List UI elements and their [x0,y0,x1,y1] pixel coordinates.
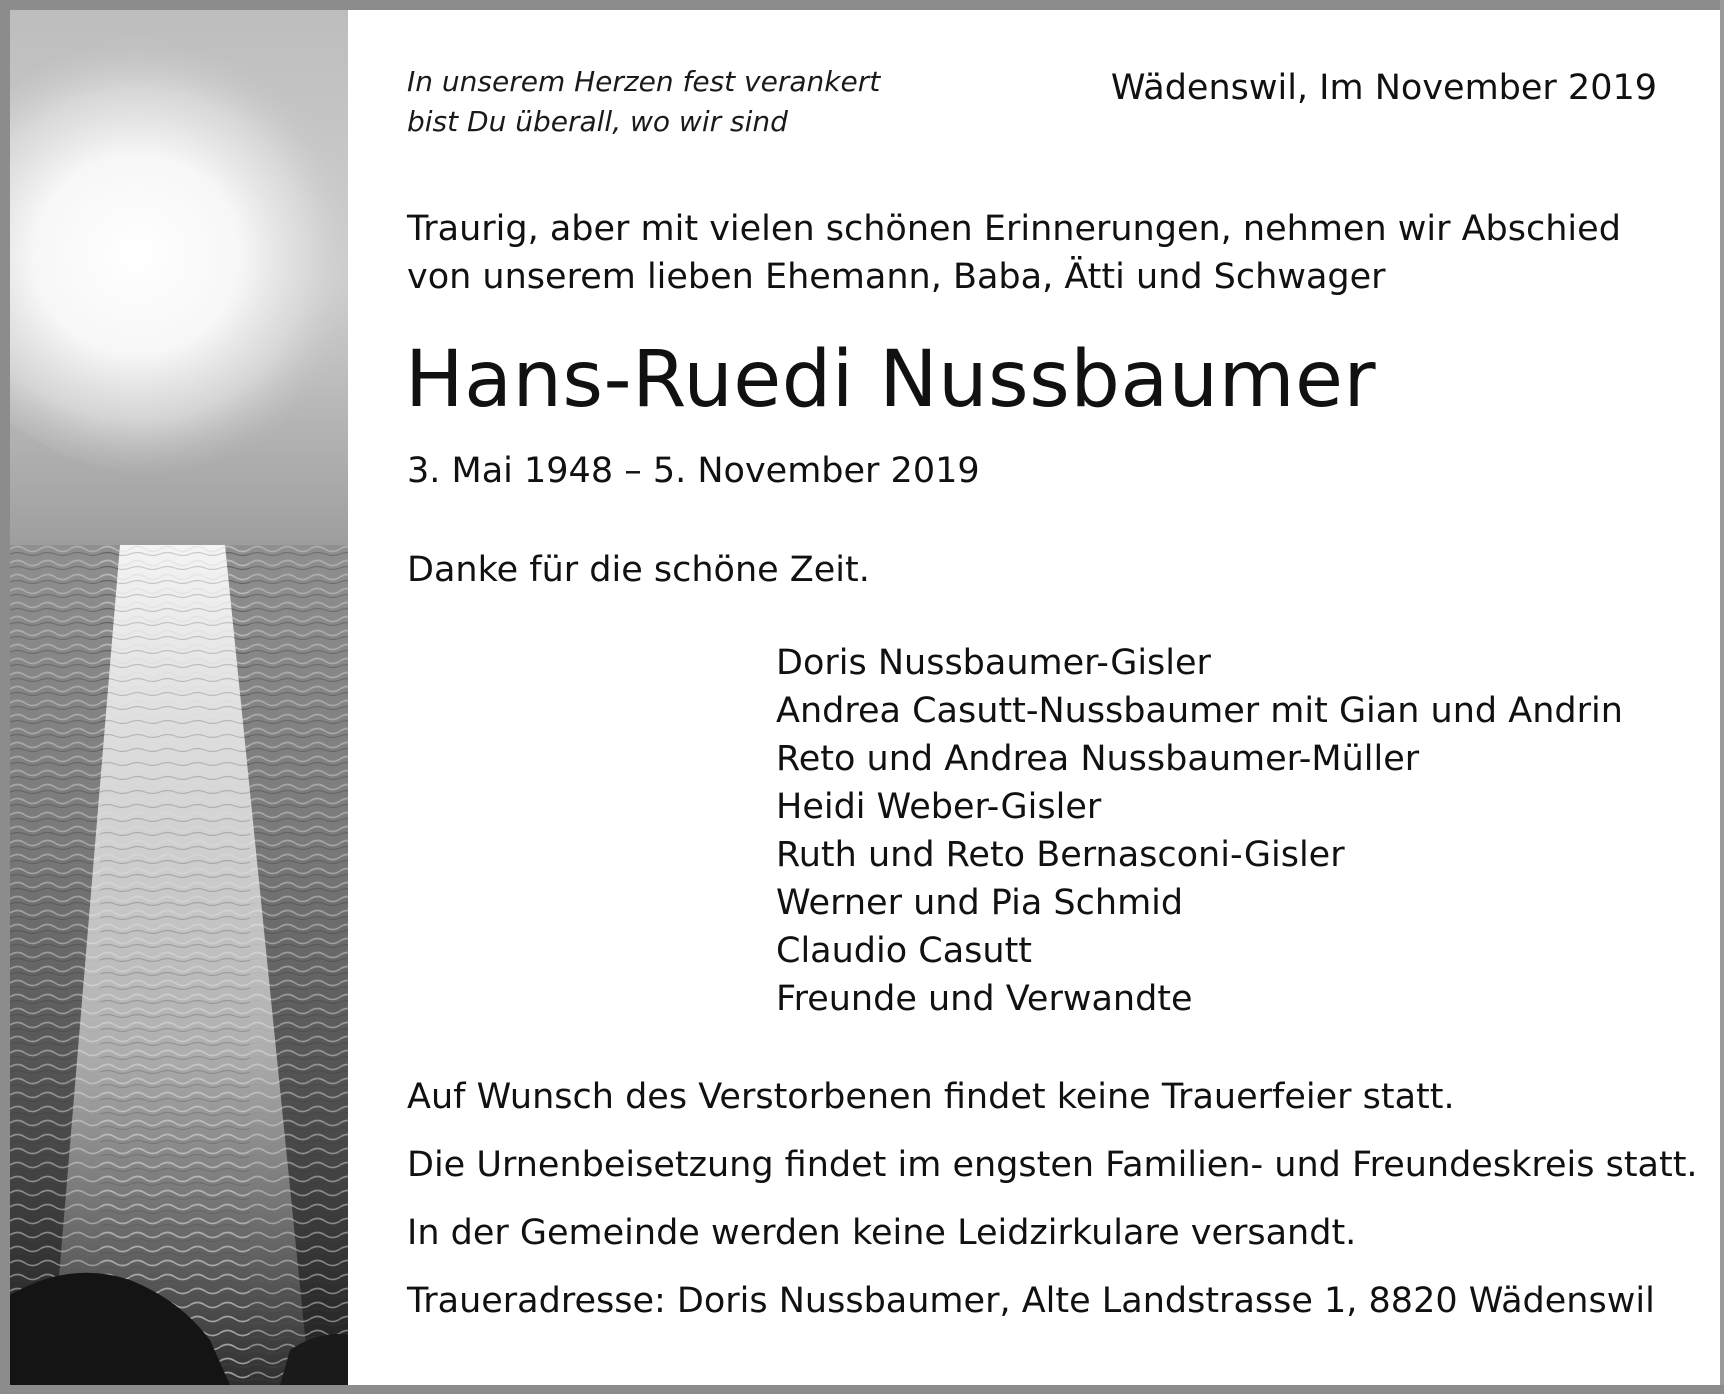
mourner-item: Claudio Casutt [776,931,1033,971]
place-date: Wädenswil, Im November 2019 [1110,68,1657,108]
mourner-item: Freunde und Verwandte [776,979,1193,1019]
mourner-item: Doris Nussbaumer-Gisler [776,643,1211,683]
mourning-address: Traueradresse: Doris Nussbaumer, Alte Landstrasse 1, 8820 Wädenswil [407,1281,1655,1321]
mourner-item: Reto und Andrea Nussbaumer-Müller [776,739,1420,779]
frame-border-right [1720,0,1724,1394]
mourner-item: Werner und Pia Schmid [776,883,1184,923]
intro-text [407,205,1621,301]
notices [407,1074,1698,1346]
frame-border-top [0,0,1724,10]
motto-quote [407,62,880,142]
mourner-item: Heidi Weber-Gisler [776,787,1102,827]
thanks-line: Danke für die schöne Zeit. [407,550,870,590]
life-dates: 3. Mai 1948 – 5. November 2019 [407,451,980,491]
deceased-name: Hans-Ruedi Nussbaumer [405,335,1377,425]
intro-line-2: von unserem lieben Ehemann, Baba, Ätti und Schwager [407,257,1386,297]
mourners-list [776,639,1623,1023]
motto-line-2: bist Du überall, wo wir sind [407,105,788,138]
sea-sunset-photo [10,10,348,1385]
notice-urn-burial: Die Urnenbeisetzung findet im engsten Familien- und Freundeskreis statt. [407,1145,1698,1185]
mourner-item: Ruth und Reto Bernasconi-Gisler [776,835,1345,875]
intro-line-1: Traurig, aber mit vielen schönen Erinnerungen, nehmen wir Abschied [407,209,1621,249]
mourner-item: Andrea Casutt-Nussbaumer mit Gian und Andrin [776,691,1623,731]
notice-no-funeral: Auf Wunsch des Verstorbenen findet keine Trauerfeier statt. [407,1077,1455,1117]
frame-border-bottom [0,1385,1724,1394]
motto-line-1: In unserem Herzen fest verankert [407,65,881,98]
notice-no-circulars: In der Gemeinde werden keine Leidzirkulare versandt. [407,1213,1357,1253]
frame-border-left [0,0,10,1394]
